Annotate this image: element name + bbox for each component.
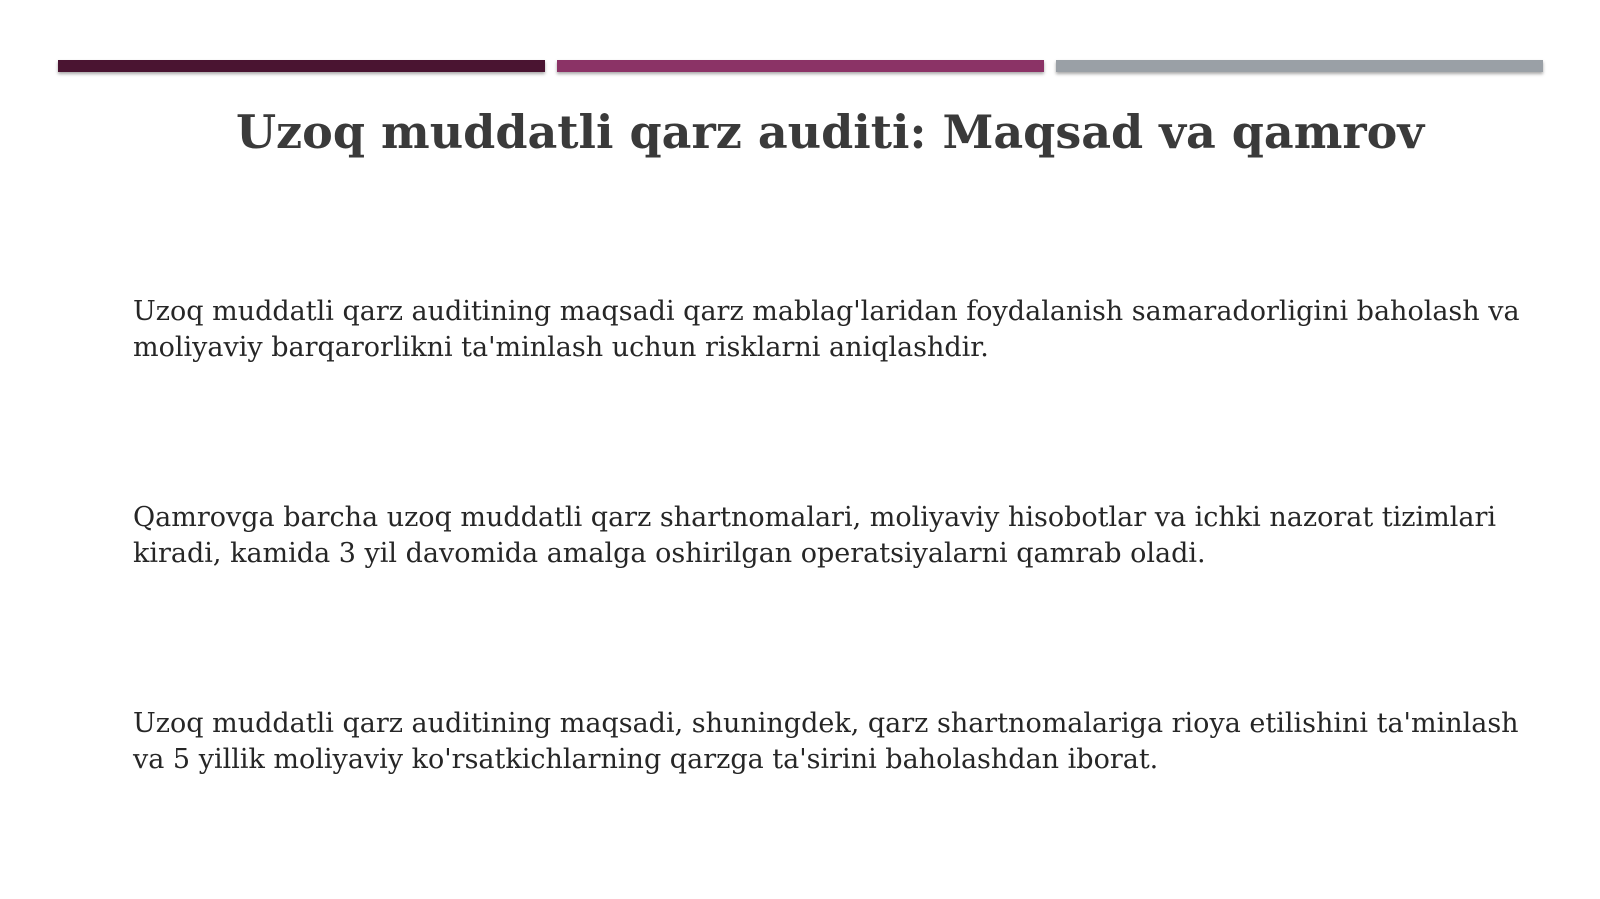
decor-bar-gray	[1056, 60, 1543, 72]
slide-title: Uzoq muddatli qarz auditi: Maqsad va qamrov	[235, 105, 1425, 159]
decor-bar-dark-purple	[58, 60, 545, 72]
paragraph-scope: Qamrovga barcha uzoq muddatli qarz shartnomalari, moliyaviy hisobotlar va ichki nazorat tizimlari kiradi, kamida 3 yil davomida amalga oshirilgan operatsiyalarni qamrab oladi.	[133, 502, 1496, 569]
paragraph-compliance: Uzoq muddatli qarz auditining maqsadi, shuningdek, qarz shartnomalariga rioya etilishini ta'minlash va 5 yillik moliyaviy ko'rsatkichlarning qarzga ta'sirini baholashdan iborat.	[133, 708, 1519, 775]
decor-bar-magenta	[557, 60, 1044, 72]
paragraph-purpose: Uzoq muddatli qarz auditining maqsadi qarz mablag'laridan foydalanish samaradorligini baholash va moliyaviy barqarorlikni ta'minlash uchun risklarni aniqlashdir.	[133, 296, 1520, 363]
